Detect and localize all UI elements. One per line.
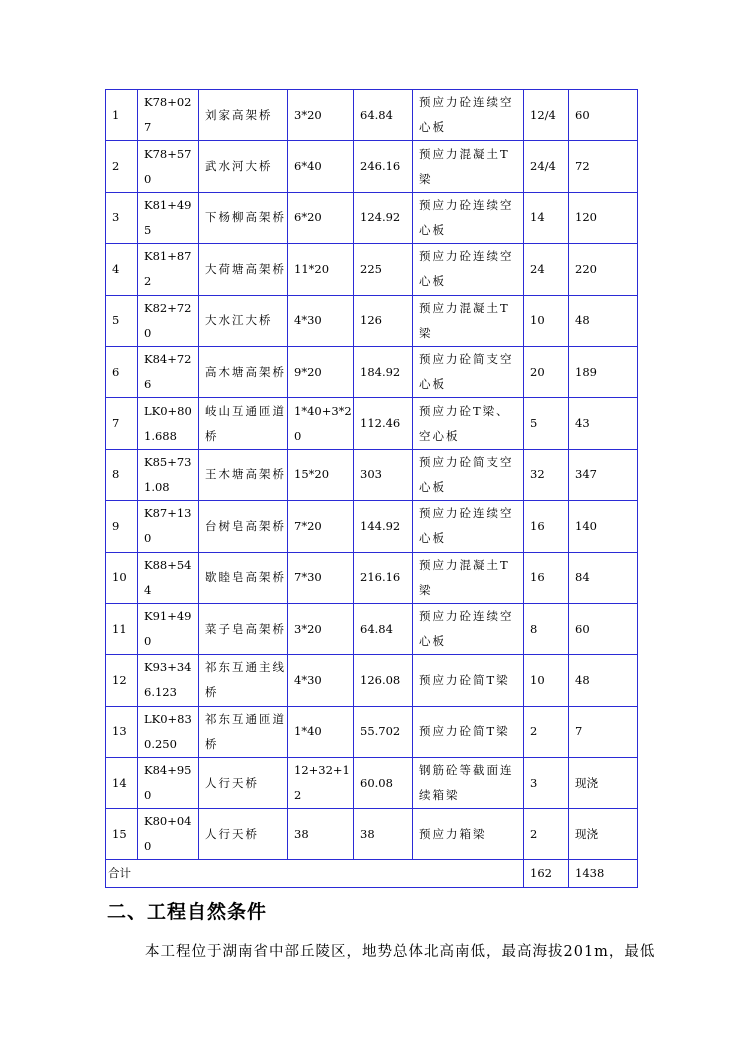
cell-beams: 84 [569, 552, 638, 603]
cell-bridge-name: 祁东互通匝道桥 [199, 706, 288, 757]
cell-span: 6*20 [288, 192, 354, 243]
cell-structure: 预应力砼T梁、空心板 [413, 398, 524, 449]
cell-structure: 预应力混凝土T梁 [413, 295, 524, 346]
cell-stake: K80+040 [138, 809, 199, 860]
cell-beams: 189 [569, 346, 638, 397]
cell-structure: 预应力砼简T梁 [413, 655, 524, 706]
table-row [106, 141, 638, 192]
cell-bridge-name: 岐山互通匝道桥 [199, 398, 288, 449]
cell-piers: 2 [524, 706, 569, 757]
cell-beams: 现浇 [569, 758, 638, 809]
cell-piers: 24 [524, 244, 569, 295]
table-row [106, 552, 638, 603]
cell-length: 126 [354, 295, 413, 346]
cell-beams: 48 [569, 295, 638, 346]
total-row [106, 860, 638, 888]
cell-stake: K82+720 [138, 295, 199, 346]
cell-beams: 220 [569, 244, 638, 295]
cell-stake: K93+346.123 [138, 655, 199, 706]
cell-bridge-name: 台树皂高架桥 [199, 501, 288, 552]
cell-stake: K81+872 [138, 244, 199, 295]
cell-structure: 预应力砼简支空心板 [413, 346, 524, 397]
table-row [106, 809, 638, 860]
cell-beams: 48 [569, 655, 638, 706]
cell-beams: 7 [569, 706, 638, 757]
cell-index: 3 [106, 192, 138, 243]
cell-stake: K87+130 [138, 501, 199, 552]
cell-beams: 现浇 [569, 809, 638, 860]
cell-structure: 预应力砼简T梁 [413, 706, 524, 757]
cell-index: 13 [106, 706, 138, 757]
section-paragraph: 本工程位于湖南省中部丘陵区，地势总体北高南低，最高海拔201m，最低 [145, 944, 656, 960]
cell-span: 3*20 [288, 90, 354, 141]
cell-bridge-name: 歇睦皂高架桥 [199, 552, 288, 603]
cell-stake: K91+490 [138, 603, 199, 654]
cell-span: 15*20 [288, 449, 354, 500]
cell-structure: 预应力砼连续空心板 [413, 501, 524, 552]
total-label: 合计 [106, 860, 524, 888]
cell-piers: 32 [524, 449, 569, 500]
cell-bridge-name: 大水江大桥 [199, 295, 288, 346]
cell-piers: 3 [524, 758, 569, 809]
cell-index: 14 [106, 758, 138, 809]
cell-bridge-name: 高木塘高架桥 [199, 346, 288, 397]
table-row [106, 501, 638, 552]
cell-span: 4*30 [288, 295, 354, 346]
cell-piers: 10 [524, 295, 569, 346]
cell-structure: 预应力砼连续空心板 [413, 603, 524, 654]
cell-span: 3*20 [288, 603, 354, 654]
cell-piers: 16 [524, 501, 569, 552]
cell-length: 55.702 [354, 706, 413, 757]
cell-length: 216.16 [354, 552, 413, 603]
cell-index: 2 [106, 141, 138, 192]
cell-index: 12 [106, 655, 138, 706]
cell-bridge-name: 刘家高架桥 [199, 90, 288, 141]
cell-structure: 预应力砼连续空心板 [413, 90, 524, 141]
cell-beams: 140 [569, 501, 638, 552]
cell-stake: LK0+801.688 [138, 398, 199, 449]
cell-index: 7 [106, 398, 138, 449]
cell-beams: 72 [569, 141, 638, 192]
cell-span: 12+32+12 [288, 758, 354, 809]
cell-bridge-name: 祁东互通主线桥 [199, 655, 288, 706]
cell-piers: 24/4 [524, 141, 569, 192]
cell-index: 9 [106, 501, 138, 552]
bridge-table-wrapper [105, 89, 637, 888]
cell-index: 4 [106, 244, 138, 295]
cell-stake: K85+731.08 [138, 449, 199, 500]
bridge-table-body [106, 90, 638, 888]
cell-index: 15 [106, 809, 138, 860]
cell-span: 1*40+3*20 [288, 398, 354, 449]
cell-span: 7*30 [288, 552, 354, 603]
cell-structure: 预应力混凝土T梁 [413, 141, 524, 192]
cell-length: 303 [354, 449, 413, 500]
cell-structure: 钢筋砼等截面连续箱梁 [413, 758, 524, 809]
table-row [106, 295, 638, 346]
cell-stake: K78+570 [138, 141, 199, 192]
table-row [106, 244, 638, 295]
cell-piers: 12/4 [524, 90, 569, 141]
table-row [106, 346, 638, 397]
cell-beams: 120 [569, 192, 638, 243]
cell-index: 5 [106, 295, 138, 346]
cell-length: 144.92 [354, 501, 413, 552]
cell-length: 64.84 [354, 90, 413, 141]
cell-stake: K88+544 [138, 552, 199, 603]
bridge-table [105, 89, 638, 888]
cell-bridge-name: 菜子皂高架桥 [199, 603, 288, 654]
cell-piers: 5 [524, 398, 569, 449]
cell-piers: 10 [524, 655, 569, 706]
cell-length: 126.08 [354, 655, 413, 706]
cell-bridge-name: 武水河大桥 [199, 141, 288, 192]
table-row [106, 398, 638, 449]
cell-piers: 8 [524, 603, 569, 654]
cell-piers: 14 [524, 192, 569, 243]
cell-index: 10 [106, 552, 138, 603]
cell-length: 38 [354, 809, 413, 860]
cell-length: 246.16 [354, 141, 413, 192]
cell-beams: 43 [569, 398, 638, 449]
cell-stake: K84+950 [138, 758, 199, 809]
cell-span: 38 [288, 809, 354, 860]
table-row [106, 192, 638, 243]
cell-structure: 预应力混凝土T梁 [413, 552, 524, 603]
cell-bridge-name: 王木塘高架桥 [199, 449, 288, 500]
cell-piers: 2 [524, 809, 569, 860]
cell-bridge-name: 人行天桥 [199, 758, 288, 809]
cell-piers: 20 [524, 346, 569, 397]
cell-stake: K78+027 [138, 90, 199, 141]
cell-span: 4*30 [288, 655, 354, 706]
cell-length: 225 [354, 244, 413, 295]
cell-length: 60.08 [354, 758, 413, 809]
cell-beams: 60 [569, 603, 638, 654]
cell-bridge-name: 下杨柳高架桥 [199, 192, 288, 243]
cell-span: 11*20 [288, 244, 354, 295]
cell-span: 7*20 [288, 501, 354, 552]
cell-length: 124.92 [354, 192, 413, 243]
cell-index: 8 [106, 449, 138, 500]
cell-stake: K84+726 [138, 346, 199, 397]
cell-span: 6*40 [288, 141, 354, 192]
section-heading: 二、工程自然条件 [107, 901, 268, 923]
table-row [106, 706, 638, 757]
cell-index: 1 [106, 90, 138, 141]
total-piers: 162 [524, 860, 569, 888]
cell-beams: 347 [569, 449, 638, 500]
cell-length: 64.84 [354, 603, 413, 654]
cell-span: 9*20 [288, 346, 354, 397]
table-row [106, 449, 638, 500]
table-row [106, 90, 638, 141]
cell-length: 112.46 [354, 398, 413, 449]
total-beams: 1438 [569, 860, 638, 888]
table-row [106, 758, 638, 809]
cell-structure: 预应力箱梁 [413, 809, 524, 860]
table-row [106, 603, 638, 654]
cell-bridge-name: 人行天桥 [199, 809, 288, 860]
cell-index: 6 [106, 346, 138, 397]
cell-structure: 预应力砼连续空心板 [413, 244, 524, 295]
table-row [106, 655, 638, 706]
cell-stake: K81+495 [138, 192, 199, 243]
cell-structure: 预应力砼简支空心板 [413, 449, 524, 500]
cell-stake: LK0+830.250 [138, 706, 199, 757]
cell-beams: 60 [569, 90, 638, 141]
cell-length: 184.92 [354, 346, 413, 397]
cell-piers: 16 [524, 552, 569, 603]
cell-bridge-name: 大荷塘高架桥 [199, 244, 288, 295]
cell-structure: 预应力砼连续空心板 [413, 192, 524, 243]
cell-index: 11 [106, 603, 138, 654]
cell-span: 1*40 [288, 706, 354, 757]
